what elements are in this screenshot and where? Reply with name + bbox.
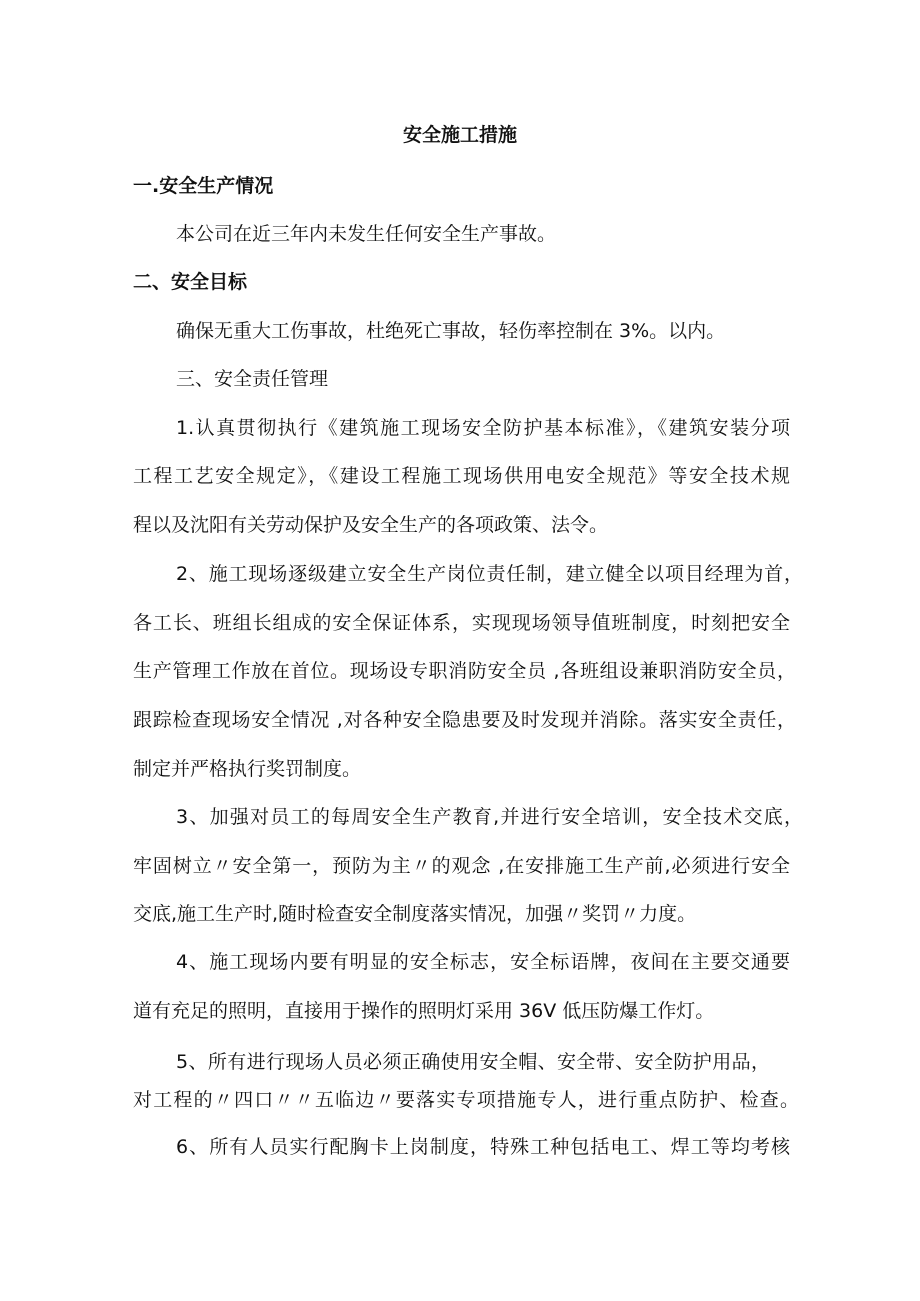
paragraph-line: 6、所有人员实行配胸卡上岗制度，特殊工种包括电工、焊工等均考核	[176, 1136, 790, 1158]
paragraph-line: 牢固树立〃安全第一，预防为主〃的观念 ,在安排施工生产前,必须进行安全	[133, 855, 790, 877]
paragraph-line: 3、加强对员工的每周安全生产教育,并进行安全培训，安全技术交底，	[176, 806, 803, 828]
paragraph-line: 生产管理工作放在首位。现场设专职消防安全员 ,各班组设兼职消防安全员，	[133, 660, 796, 682]
section-heading-1: 一.安全生产情况	[133, 175, 274, 197]
paragraph-line: 4、施工现场内要有明显的安全标志，安全标语牌，夜间在主要交通要	[176, 951, 790, 973]
paragraph-line: 交底,施工生产时,随时检查安全制度落实情况，加强〃奖罚〃力度。	[133, 903, 697, 925]
paragraph-line: 道有充足的照明，直接用于操作的照明灯采用 36V 低压防爆工作灯。	[133, 1000, 715, 1022]
paragraph-line: 工程工艺安全规定》，《建设工程施工现场供用电安全规范》等安全技术规	[133, 465, 790, 487]
paragraph-line: 程以及沈阳有关劳动保护及安全生产的各项政策、法令。	[133, 514, 609, 536]
paragraph-line: 跟踪检查现场安全情况 ,对各种安全隐患要及时发现并消除。落实安全责任，	[133, 709, 796, 731]
section-1-text: 本公司在近三年内未发生任何安全生产事故。	[176, 223, 557, 245]
page-title: 安全施工措施	[402, 124, 517, 146]
paragraph-line: 制定并严格执行奖罚制度。	[133, 758, 362, 780]
paragraph-line: 各工长、班组长组成的安全保证体系，实现现场领导值班制度，时刻把安全	[133, 612, 790, 634]
section-heading-3: 三、安全责任管理	[176, 368, 329, 390]
paragraph-line: 2、施工现场逐级建立安全生产岗位责任制，建立健全以项目经理为首，	[176, 563, 803, 585]
paragraph-line: 5、所有进行现场人员必须正确使用安全帽、安全带、安全防护用品，	[176, 1051, 770, 1073]
paragraph-line: 对工程的〃四口〃〃五临边〃要落实专项措施专人，进行重点防护、检查。	[133, 1089, 799, 1111]
section-2-text: 确保无重大工伤事故，杜绝死亡事故，轻伤率控制在 3%。以内。	[176, 320, 726, 342]
paragraph-line: 1.认真贯彻执行《建筑施工现场安全防护基本标准》，《建筑安装分项	[176, 417, 790, 439]
section-heading-2: 二、安全目标	[133, 271, 248, 293]
